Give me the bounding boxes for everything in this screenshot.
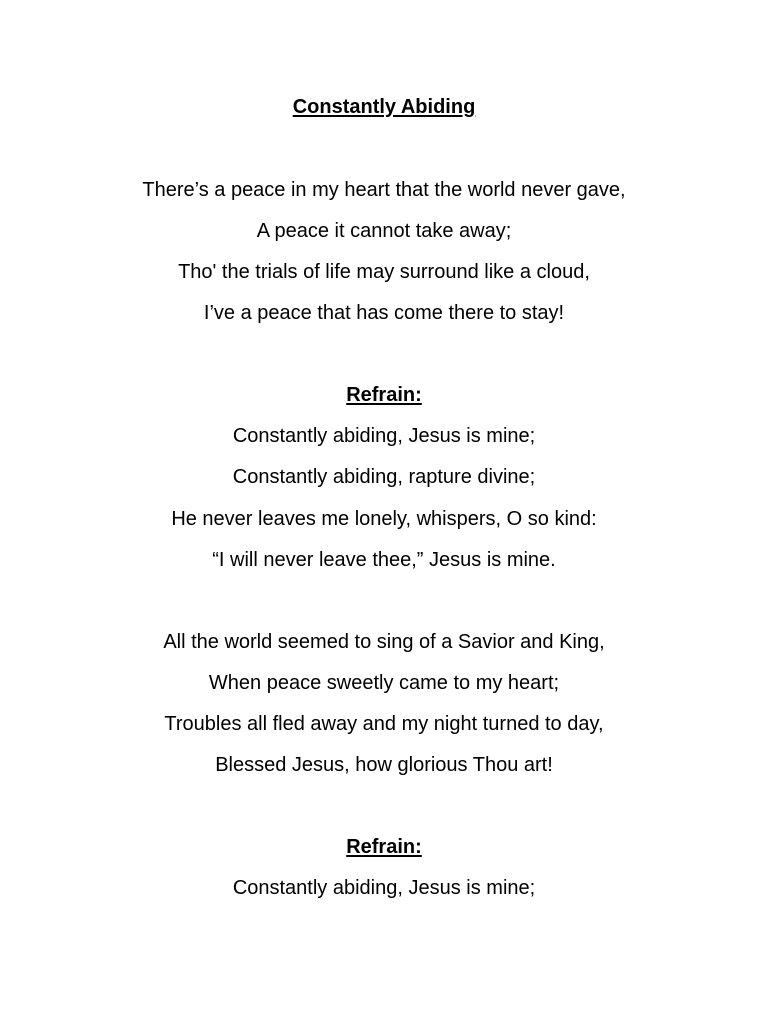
- refrain-1-line-1: Constantly abiding, Jesus is mine;: [232, 425, 536, 447]
- verse-2-line-3: Troubles all fled away and my night turned to day,: [164, 713, 604, 735]
- verse-1-line-1: There’s a peace in my heart that the world never gave,: [142, 179, 626, 201]
- refrain-1-line-3: He never leaves me lonely, whispers, O so kind:: [171, 508, 597, 530]
- document-title: Constantly Abiding: [292, 96, 476, 118]
- verse-1-line-4: I’ve a peace that has come there to stay!: [203, 302, 565, 324]
- verse-2-line-2: When peace sweetly came to my heart;: [208, 672, 560, 694]
- verse-1-line-2: A peace it cannot take away;: [256, 220, 512, 242]
- refrain-2-line-1: Constantly abiding, Jesus is mine;: [232, 877, 536, 899]
- refrain-1-heading: Refrain:: [346, 384, 422, 406]
- refrain-2-heading: Refrain:: [346, 836, 422, 858]
- verse-2-line-4: Blessed Jesus, how glorious Thou art!: [215, 754, 553, 776]
- refrain-1-line-2: Constantly abiding, rapture divine;: [232, 466, 536, 488]
- verse-2-line-1: All the world seemed to sing of a Savior and King,: [163, 631, 605, 653]
- refrain-1-line-4: “I will never leave thee,” Jesus is mine.: [212, 549, 556, 571]
- verse-1-line-3: Tho' the trials of life may surround like a cloud,: [178, 261, 590, 283]
